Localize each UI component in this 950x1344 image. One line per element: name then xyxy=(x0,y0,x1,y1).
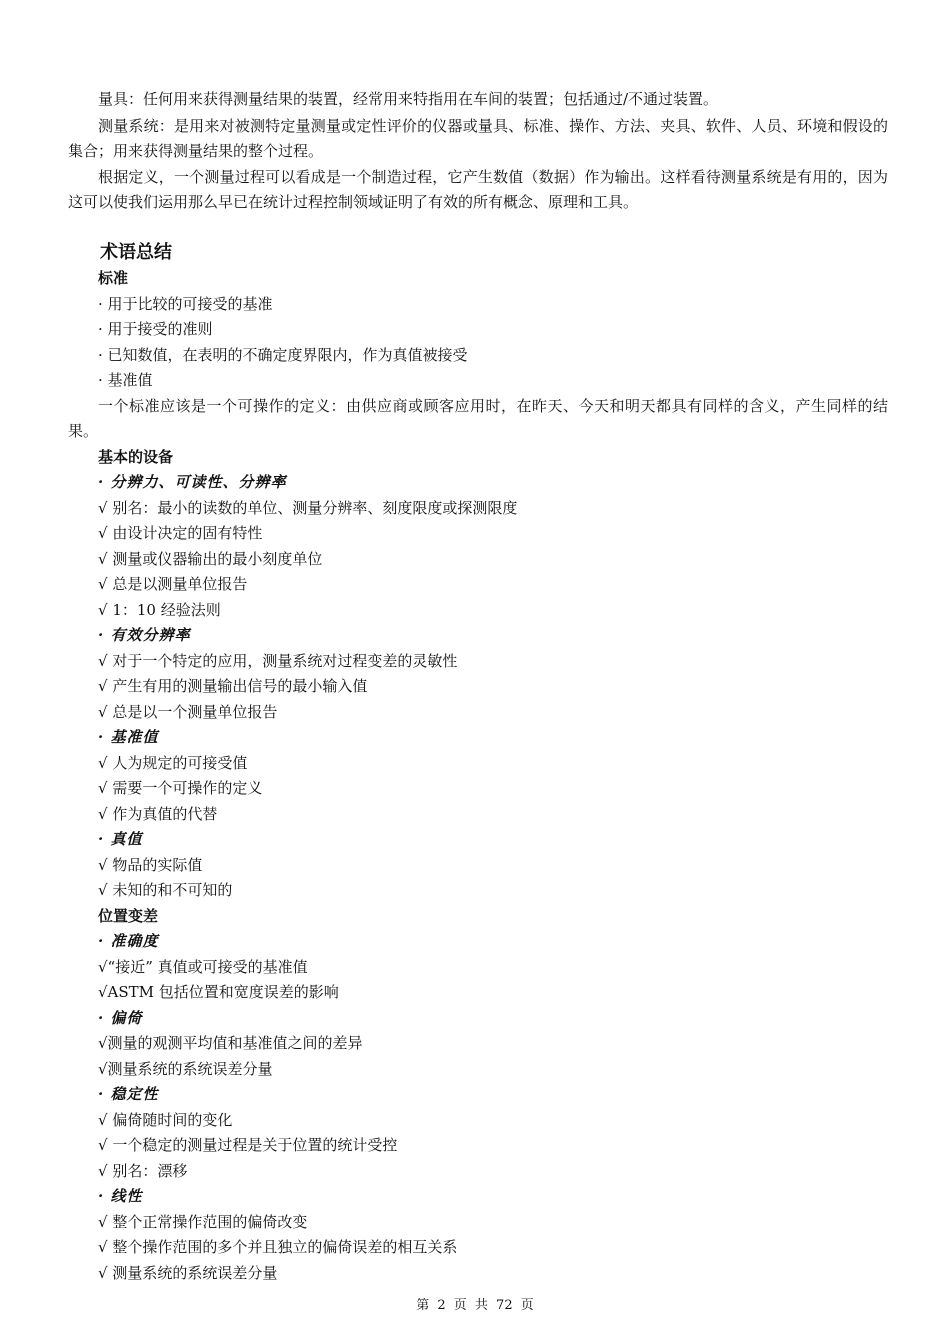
term-heading: · 基准值 xyxy=(98,728,159,746)
list-item: √ 偏倚随时间的变化 xyxy=(98,1110,233,1129)
list-item: √ 未知的和不可知的 xyxy=(98,881,233,899)
list-item: √ 别名：最小的读数的单位、测量分辨率、刻度限度或探测限度 xyxy=(98,498,518,517)
term-heading: · 偏倚 xyxy=(98,1008,143,1027)
list-item: √测量的观测平均值和基准值之间的差异 xyxy=(98,1034,363,1052)
list-item: √ 测量系统的系统误差分量 xyxy=(98,1263,278,1282)
term-heading: · 稳定性 xyxy=(98,1085,159,1103)
list-item: √ 作为真值的代替 xyxy=(98,804,218,823)
list-item: √测量系统的系统误差分量 xyxy=(98,1059,273,1078)
list-item: √ 物品的实际值 xyxy=(98,855,203,874)
list-item: √ 总是以测量单位报告 xyxy=(98,575,248,593)
paragraph-gauge-definition: 量具：任何用来获得测量结果的装置，经常用来特指用在车间的装置；包括通过/不通过装置。 xyxy=(98,90,719,108)
list-item: √ 由设计决定的固有特性 xyxy=(98,524,263,542)
subsection-heading: 位置变差 xyxy=(98,906,159,925)
list-item: √ 总是以一个测量单位报告 xyxy=(98,702,278,721)
paragraph-measurement-system-definition: 测量系统：是用来对被测特定量测量或定性评价的仪器或量具、标准、操作、方法、夹具、软件、人员、环境和假设的集合；用来获得测量结果的整个过程。 xyxy=(68,117,888,160)
list-item: √ 整个操作范围的多个并且独立的偏倚误差的相互关系 xyxy=(98,1238,458,1256)
section-title: 术语总结 xyxy=(100,242,172,263)
paragraph-measurement-process: 根据定义，一个测量过程可以看成是一个制造过程，它产生数值（数据）作为输出。这样看待测量系统是有用的，因为这可以使我们运用那么早已在统计过程控制领域证明了有效的所有概念、原理和工具。 xyxy=(68,168,888,211)
list-item: · 已知数值，在表明的不确定度界限内，作为真值被接受 xyxy=(98,345,468,364)
list-item: √ 1：10 经验法则 xyxy=(98,600,221,619)
list-item: √ 对于一个特定的应用，测量系统对过程变差的灵敏性 xyxy=(98,651,458,670)
body-paragraph: 一个标准应该是一个可操作的定义：由供应商或顾客应用时，在昨天、今天和明天都具有同样的含义，产生同样的结果。 xyxy=(68,396,888,440)
list-item: · 用于比较的可接受的基准 xyxy=(98,294,273,313)
term-heading: · 有效分辨率 xyxy=(98,626,191,644)
list-item: · 用于接受的准则 xyxy=(98,320,213,338)
list-item: √ 产生有用的测量输出信号的最小输入值 xyxy=(98,677,368,695)
term-heading: · 准确度 xyxy=(98,932,159,950)
term-heading: · 线性 xyxy=(98,1187,143,1205)
term-heading: · 分辨力、可读性、分辨率 xyxy=(98,473,287,491)
list-item: · 基准值 xyxy=(98,371,153,389)
list-item: √ 人为规定的可接受值 xyxy=(98,753,248,772)
page-footer: 第 2 页 共 72 页 xyxy=(416,1298,534,1313)
list-item: √ASTM 包括位置和宽度误差的影响 xyxy=(98,983,339,1001)
list-item: √ 整个正常操作范围的偏倚改变 xyxy=(98,1212,308,1231)
subsection-heading: 标准 xyxy=(98,269,129,287)
list-item: √“接近” 真值或可接受的基准值 xyxy=(98,957,308,976)
list-item: √ 测量或仪器输出的最小刻度单位 xyxy=(98,549,323,568)
subsection-heading: 基本的设备 xyxy=(98,447,174,466)
list-item: √ 别名：漂移 xyxy=(98,1161,188,1180)
list-item: √ 需要一个可操作的定义 xyxy=(98,779,263,797)
terminology-list xyxy=(68,266,888,1286)
list-item: √ 一个稳定的测量过程是关于位置的统计受控 xyxy=(98,1136,398,1154)
term-heading: · 真值 xyxy=(98,830,143,848)
